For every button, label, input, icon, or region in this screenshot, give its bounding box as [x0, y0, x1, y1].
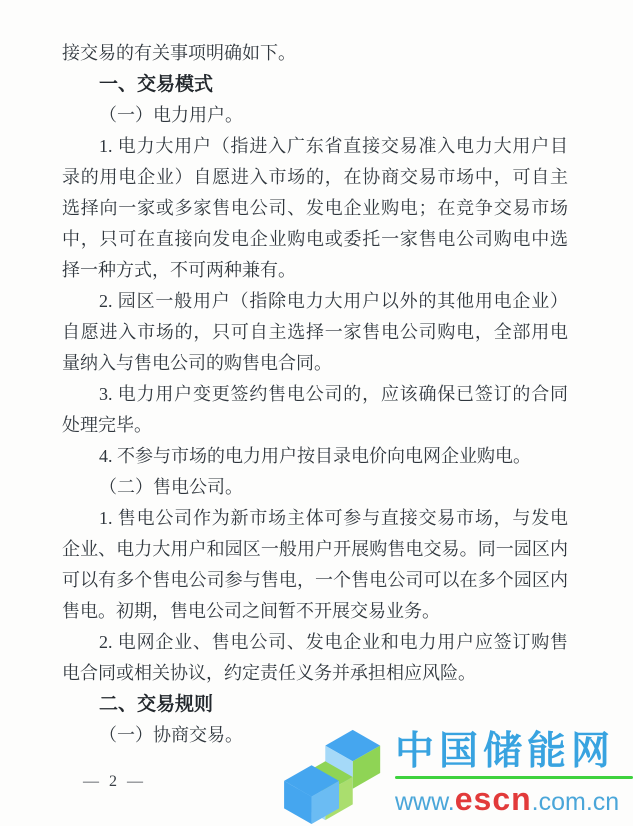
page-number: — 2 — — [83, 773, 146, 790]
escn-site-name: 中国储能网 — [395, 730, 616, 773]
text-line: 3. 电力用户变更签约售电公司的，应该确保已签订的合同 — [99, 384, 568, 404]
escn-watermark — [283, 726, 633, 826]
escn-url-suffix: .com.cn — [531, 788, 620, 816]
escn-url-prefix: www. — [395, 788, 455, 816]
text-line: （二）售电公司。 — [99, 477, 243, 497]
text-line: 1. 售电公司作为新市场主体可参与直接交易市场，与发电 — [99, 508, 568, 528]
section-heading-line: 二、交易规则 — [99, 694, 214, 715]
text-line: 中，只可在直接向发电企业购电或委托一家售电公司购电中选 — [62, 229, 568, 249]
document-body — [62, 38, 568, 751]
text-line: 2. 园区一般用户（指除电力大用户以外的其他用电企业） — [99, 291, 568, 311]
text-line: 量纳入与售电公司的购售电合同。 — [62, 353, 332, 373]
text-line: （一）协商交易。 — [99, 725, 243, 745]
text-line: 1. 电力大用户（指进入广东省直接交易准入电力大用户目 — [99, 136, 568, 156]
escn-green-divider — [395, 776, 633, 779]
text-line: 自愿进入市场的，只可自主选择一家售电公司购电，全部用电 — [62, 322, 568, 342]
escn-cubes-logo-icon — [283, 726, 395, 826]
text-line: 择一种方式，不可两种兼有。 — [62, 260, 296, 280]
text-line: 2. 电网企业、售电公司、发电企业和电力用户应签订购售 — [99, 632, 568, 652]
text-line: （一）电力用户。 — [99, 105, 243, 125]
text-line: 企业、电力大用户和园区一般用户开展购售电交易。同一园区内 — [62, 539, 568, 559]
escn-watermark-text — [395, 726, 633, 818]
text-line: 处理完毕。 — [62, 415, 152, 435]
escn-site-url — [395, 781, 633, 818]
text-line: 选择向一家或多家售电公司、发电企业购电；在竞争交易市场 — [62, 198, 568, 218]
text-line: 售电。初期，售电公司之间暂不开展交易业务。 — [62, 601, 440, 621]
text-line: 可以有多个售电公司参与售电，一个售电公司可以在多个园区内 — [62, 570, 568, 590]
text-line: 接交易的有关事项明确如下。 — [62, 43, 296, 63]
text-line: 电合同或相关协议，约定责任义务并承担相应风险。 — [62, 663, 476, 683]
section-heading-line: 一、交易模式 — [99, 74, 214, 95]
text-line: 录的用电企业）自愿进入市场的，在协商交易市场中，可自主 — [62, 167, 568, 187]
escn-url-core: escn — [454, 781, 532, 817]
text-line: 4. 不参与市场的电力用户按目录电价向电网企业购电。 — [99, 446, 531, 466]
